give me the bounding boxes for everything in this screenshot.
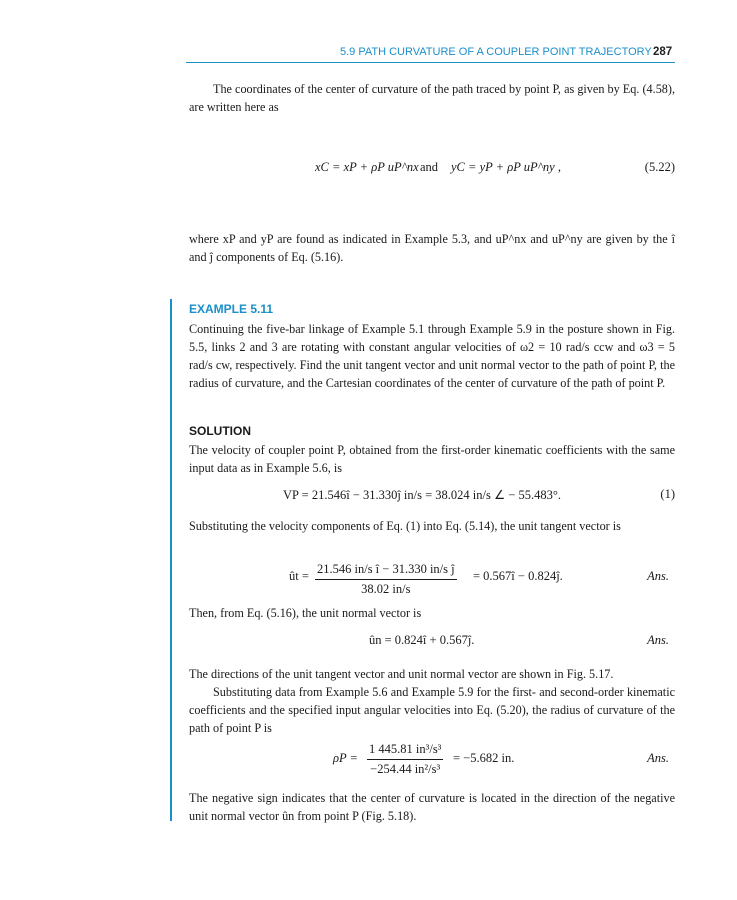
radius-rhs: = −5.682 in. <box>453 751 515 765</box>
unit-tangent-equation <box>189 562 675 602</box>
solution-title: SOLUTION <box>189 424 251 438</box>
intro-paragraph: The coordinates of the center of curvature of the path traced by point P, as given by Eq. (4.58), are written here as <box>189 82 675 114</box>
solution-paragraph-6: The negative sign indicates that the center of curvature is located in the direction of the negative unit normal vector ûn from point P (Fig. 5.18). <box>189 791 675 823</box>
solution-paragraph-4: The directions of the unit tangent vector and unit normal vector are shown in Fig. 5.17. <box>189 667 614 681</box>
fraction-numerator: 1 445.81 in³/s³ <box>367 742 443 760</box>
running-header-title: 5.9 PATH CURVATURE OF A COUPLER POINT TRAJECTORY <box>340 46 652 58</box>
equation-and-word: and <box>420 160 439 174</box>
unit-normal-expression: ûn = 0.824î + 0.567ĵ. <box>369 633 475 647</box>
radius-of-curvature-equation <box>189 742 675 782</box>
intro-paragraph-2: where xP and yP are found as indicated in Example 5.3, and uP^nx and uP^ny are given by the î and ĵ components of Eq. (5.16). <box>189 232 675 264</box>
equation-number: (1) <box>660 487 675 501</box>
example-statement: Continuing the five-bar linkage of Example 5.1 through Example 5.9 in the posture shown in Fig. 5.5, links 2 and 3 are rotating with constant angular velocities of ω2 = 10 rad/s ccw and ω3 = 5 rad/s cw, respectively. Find the unit tangent vector and unit normal vector to the path of point P, the radius of curvature, and the Cartesian coordinates of the center of curvature of the path of point P. <box>189 322 675 390</box>
example-title: EXAMPLE 5.11 <box>189 302 274 316</box>
solution-paragraph-2: Substituting the velocity components of Eq. (1) into Eq. (5.14), the unit tangent vector is <box>189 519 621 533</box>
equation-x-center: xC = xP + ρP uP^nx <box>315 160 419 174</box>
header-rule <box>186 62 675 63</box>
velocity-equation: VP = 21.546î − 31.330ĵ in/s = 38.024 in/s ∠ − 55.483°. <box>283 488 561 502</box>
solution-paragraph-3: Then, from Eq. (5.16), the unit normal vector is <box>189 606 422 620</box>
answer-label: Ans. <box>647 751 669 765</box>
equation-number: (5.22) <box>644 160 675 174</box>
radius-fraction <box>367 742 443 777</box>
unit-normal-equation <box>189 633 675 655</box>
example-sidebar-rule <box>170 299 172 821</box>
solution-paragraph-1: The velocity of coupler point P, obtained from the first-order kinematic coefficients with the same input data as in Example 5.6, is <box>189 443 675 475</box>
unit-tangent-lhs: ût = <box>289 569 309 583</box>
unit-tangent-fraction <box>315 562 457 597</box>
equation-1 <box>189 487 675 509</box>
page-number: 287 <box>653 46 673 58</box>
answer-label: Ans. <box>647 633 669 647</box>
fraction-denominator: 38.02 in/s <box>361 582 411 596</box>
radius-lhs: ρP = <box>333 751 358 765</box>
solution-paragraph-5: Substituting data from Example 5.6 and Example 5.9 for the first- and second-order kinematic coefficients and the specified input angular velocities into Eq. (5.20), the radius of curvature of the path of point P is <box>189 685 675 735</box>
unit-tangent-rhs: = 0.567î − 0.824ĵ. <box>473 569 563 583</box>
answer-label: Ans. <box>647 569 669 583</box>
fraction-denominator: −254.44 in²/s³ <box>370 762 441 776</box>
fraction-numerator: 21.546 in/s î − 31.330 in/s ĵ <box>315 562 457 580</box>
equation-y-center: yC = yP + ρP uP^ny , <box>451 160 561 174</box>
equation-5-22 <box>189 160 675 182</box>
